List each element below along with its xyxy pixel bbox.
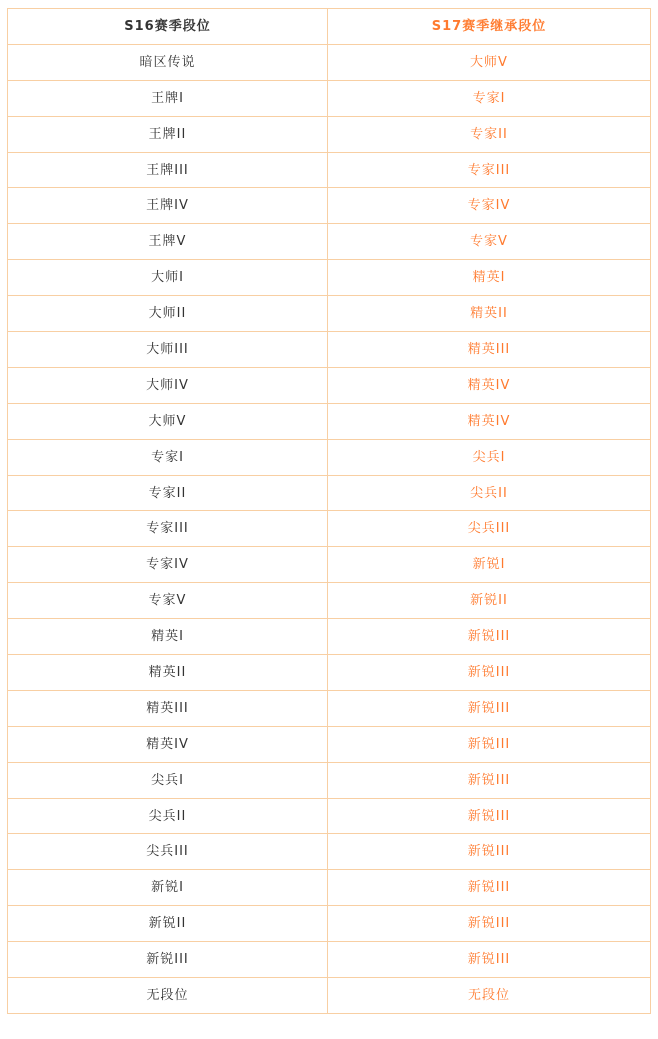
s17-inherited-rank-cell: 新锐III [328, 798, 651, 834]
table-row [8, 834, 651, 870]
s17-inherited-rank-cell: 无段位 [328, 978, 651, 1014]
table-row [8, 188, 651, 224]
s17-inherited-rank-cell: 尖兵I [328, 439, 651, 475]
table-row [8, 80, 651, 116]
table-row [8, 942, 651, 978]
s16-rank-cell: 暗区传说 [8, 44, 328, 80]
s16-rank-cell: 新锐III [8, 942, 328, 978]
table-header [8, 9, 651, 45]
table-row [8, 332, 651, 368]
s16-rank-cell: 大师IV [8, 367, 328, 403]
rank-inheritance-table [7, 8, 651, 1014]
s16-rank-cell: 专家V [8, 583, 328, 619]
s17-inherited-rank-cell: 新锐III [328, 870, 651, 906]
s17-inherited-rank-cell: 专家II [328, 116, 651, 152]
table-row [8, 475, 651, 511]
s17-inherited-rank-cell: 新锐I [328, 547, 651, 583]
s17-inherited-rank-cell: 新锐III [328, 690, 651, 726]
s17-inherited-rank-cell: 新锐III [328, 726, 651, 762]
table-row [8, 403, 651, 439]
table-row [8, 726, 651, 762]
s17-inherited-rank-cell: 新锐III [328, 942, 651, 978]
s16-rank-cell: 王牌IV [8, 188, 328, 224]
s16-rank-cell: 王牌I [8, 80, 328, 116]
s16-rank-cell: 尖兵I [8, 762, 328, 798]
s17-inherited-rank-cell: 新锐III [328, 762, 651, 798]
header-row [8, 9, 651, 45]
table-row [8, 439, 651, 475]
s16-rank-cell: 王牌V [8, 224, 328, 260]
table-row [8, 762, 651, 798]
s17-inherited-rank-cell: 专家V [328, 224, 651, 260]
table-row [8, 655, 651, 691]
s17-inherited-rank-cell: 大师V [328, 44, 651, 80]
table-row [8, 583, 651, 619]
s16-rank-cell: 王牌III [8, 152, 328, 188]
s16-rank-cell: 专家III [8, 511, 328, 547]
table-row [8, 224, 651, 260]
s17-inherited-rank-cell: 精英IV [328, 367, 651, 403]
rank-inheritance-table-container [7, 8, 650, 1014]
table-body [8, 44, 651, 1013]
s16-rank-cell: 专家IV [8, 547, 328, 583]
s17-inherited-rank-cell: 尖兵III [328, 511, 651, 547]
s17-inherited-rank-cell: 新锐III [328, 906, 651, 942]
s16-rank-cell: 无段位 [8, 978, 328, 1014]
s16-rank-cell: 新锐II [8, 906, 328, 942]
s16-rank-cell: 大师V [8, 403, 328, 439]
s17-inherited-rank-cell: 新锐II [328, 583, 651, 619]
s17-inherited-rank-cell: 尖兵II [328, 475, 651, 511]
table-row [8, 906, 651, 942]
table-row [8, 44, 651, 80]
s16-rank-cell: 大师II [8, 296, 328, 332]
table-row [8, 116, 651, 152]
table-row [8, 511, 651, 547]
s16-rank-cell: 尖兵II [8, 798, 328, 834]
table-row [8, 978, 651, 1014]
s17-inherited-rank-cell: 精英III [328, 332, 651, 368]
s17-inherited-rank-cell: 精英IV [328, 403, 651, 439]
table-row [8, 619, 651, 655]
s17-inherited-rank-cell: 专家III [328, 152, 651, 188]
s16-rank-cell: 大师III [8, 332, 328, 368]
s17-inherited-rank-cell: 精英II [328, 296, 651, 332]
header-s16-rank: S16赛季段位 [8, 9, 328, 45]
s16-rank-cell: 新锐I [8, 870, 328, 906]
s16-rank-cell: 王牌II [8, 116, 328, 152]
table-row [8, 870, 651, 906]
s16-rank-cell: 尖兵III [8, 834, 328, 870]
header-s17-inherited-rank: S17赛季继承段位 [328, 9, 651, 45]
s16-rank-cell: 精英II [8, 655, 328, 691]
table-row [8, 690, 651, 726]
s17-inherited-rank-cell: 新锐III [328, 619, 651, 655]
s16-rank-cell: 精英IV [8, 726, 328, 762]
table-row [8, 296, 651, 332]
table-row [8, 152, 651, 188]
table-row [8, 260, 651, 296]
s17-inherited-rank-cell: 精英I [328, 260, 651, 296]
s16-rank-cell: 精英I [8, 619, 328, 655]
s16-rank-cell: 大师I [8, 260, 328, 296]
s17-inherited-rank-cell: 新锐III [328, 834, 651, 870]
s17-inherited-rank-cell: 专家I [328, 80, 651, 116]
table-row [8, 798, 651, 834]
table-row [8, 547, 651, 583]
s16-rank-cell: 精英III [8, 690, 328, 726]
s16-rank-cell: 专家II [8, 475, 328, 511]
s17-inherited-rank-cell: 专家IV [328, 188, 651, 224]
s17-inherited-rank-cell: 新锐III [328, 655, 651, 691]
table-row [8, 367, 651, 403]
s16-rank-cell: 专家I [8, 439, 328, 475]
